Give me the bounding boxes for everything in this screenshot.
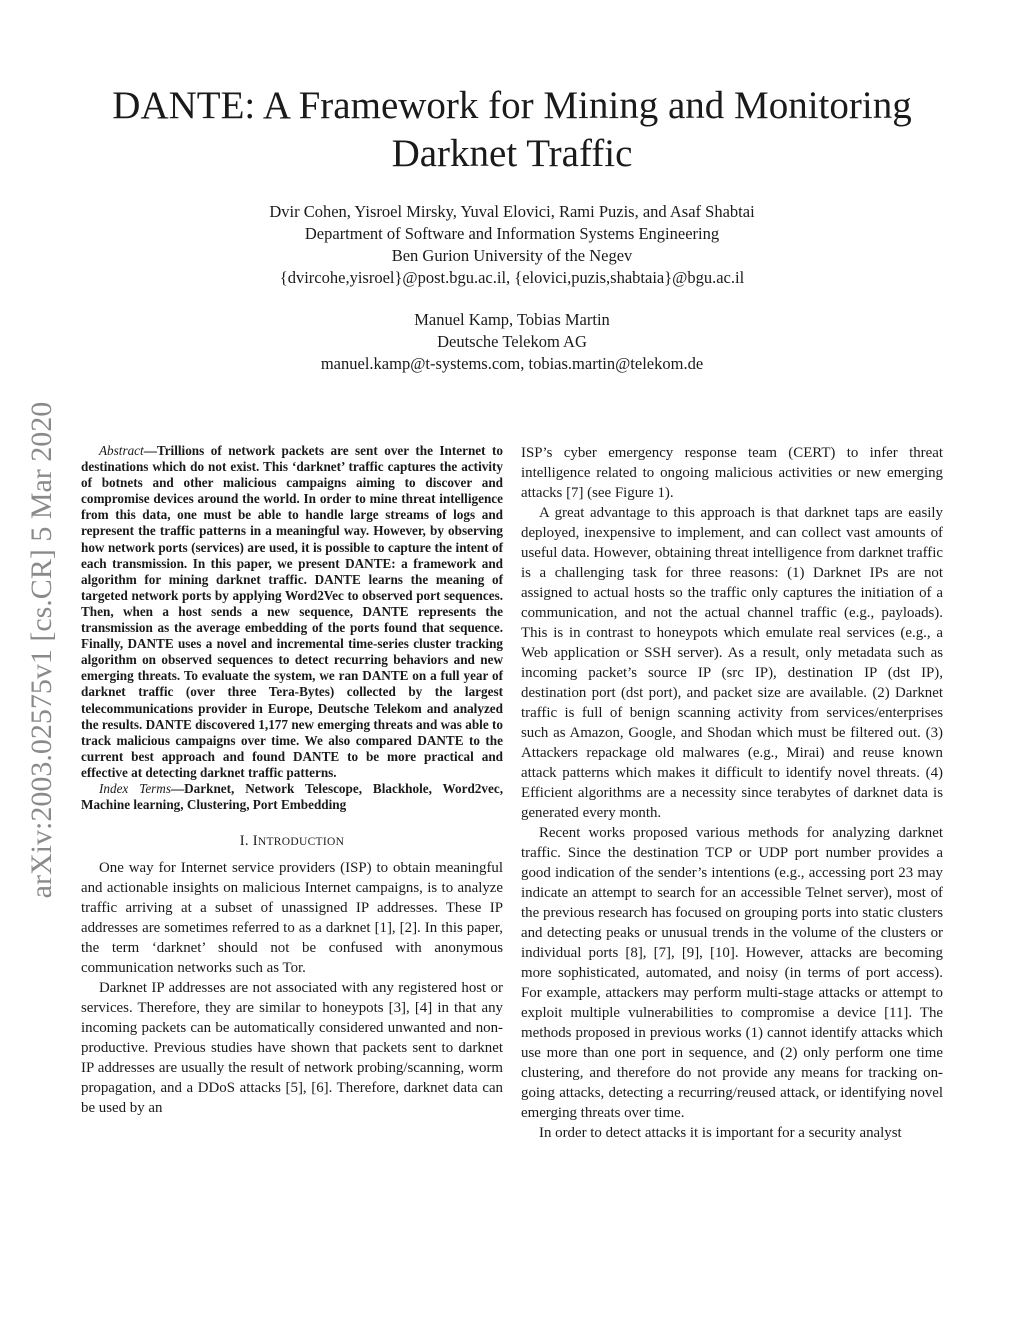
right-column (521, 443, 943, 1143)
index-terms-label: Index Terms (99, 780, 171, 796)
section-title-rest: NTRODUCTION (257, 836, 345, 849)
abstract-text: —Trillions of network packets are sent over the Internet to destinations which do not exist. This ‘darknet’ traffic captures the activity of botnets and other malicious campaigns aiming to discover and compromise devices around the world. In order to mine threat intelligence from this data, one must be able to handle large streams of logs and represent the traffic patterns in a meaningful way. However, by observing how network ports (services) are used, it is possible to capture the intent of each transmission. In this paper, we present DANTE: a framework and algorithm for mining darknet traffic. DANTE learns the meaning of targeted network ports by applying Word2Vec to observed port sequences. Then, when a host sends a new sequence, DANTE represents the transmission as the average embedding of the ports found that sequence. Finally, DANTE uses a novel and incremental time-series cluster tracking algorithm on observed sequences to detect recurring behaviors and new emerging threats. To evaluate the system, we ran DANTE on a full year of darknet traffic (over three Tera-Bytes) collected by the largest telecommunications provider in Europe, Deutsche Telekom and analyzed the results. DANTE discovered 1,177 new emerging threats and was able to track malicious campaigns over time. We also compared DANTE to the current best approach and found DANTE to be more practical and effective at detecting darknet traffic patterns. (81, 443, 503, 780)
intro-paragraph-2: Darknet IP addresses are not associated with any registered host or services. Therefore, they are similar to honeypots [3], [4] in that any incoming packets can be automatically considered unwanted and non-productive. Previous studies have shown that packets sent to darknet IP addresses are usually the result of network probing/scanning, worm propagation, and a DDoS attacks [5], [6]. Therefore, darknet data can be used by an (81, 980, 503, 1117)
author-names: Dvir Cohen, Yisroel Mirsky, Yuval Elovici, Rami Puzis, and Asaf Shabtai (269, 202, 755, 221)
author-company: Deutsche Telekom AG (437, 332, 587, 351)
index-terms (81, 781, 503, 813)
intro-paragraph-5: Recent works proposed various methods for analyzing darknet traffic. Since the destination TCP or UDP port number provides a good indication of the sender’s intentions (e.g., accessing port 23 may indicate an attempt to search for an accessible Telnet server), most of the previous research has focused on grouping ports into static clusters and detecting peaks or unusual trends in the volume of the clusters or individual ports [8], [7], [9], [10]. However, attacks are becoming more sophisticated, automated, and noisy (in terms of port access). For example, attackers may perform multi-stage attacks or attempt to exploit multiple vulnerabilities to compromise a device [11]. The methods proposed in previous works (1) cannot identify attacks which use more than one port in sequence, and (2) only perform one time clustering, and therefore do not provide any means for tracking on-going attacks, detecting a recurring/reused attack, or identifying novel emerging threats over time. (521, 825, 943, 1121)
paper-title-line-1: DANTE: A Framework for Mining and Monitoring (112, 84, 912, 127)
abstract-label: Abstract (99, 443, 144, 458)
abstract (81, 443, 503, 781)
arxiv-stamp: arXiv:2003.02575v1 [cs.CR] 5 Mar 2020 (25, 401, 58, 899)
author-block-telekom (100, 309, 924, 375)
intro-paragraph-6: In order to detect attacks it is important for a security analyst (539, 1125, 902, 1141)
paper-title (60, 82, 964, 178)
author-emails: {dvircohe,yisroel}@post.bgu.ac.il, {elovici,puzis,shabtaia}@bgu.ac.il (279, 268, 745, 287)
intro-paragraph-3: ISP’s cyber emergency response team (CERT) to infer threat intelligence related to ongoing malicious activities or new emerging attacks [7] (see Figure 1). (521, 445, 943, 501)
author-emails-2: manuel.kamp@t-systems.com, tobias.martin@telekom.de (320, 354, 704, 373)
intro-paragraph-4: A great advantage to this approach is that darknet taps are easily deployed, inexpensive to implement, and can collect vast amounts of useful data. However, obtaining threat intelligence from darknet traffic is a challenging task for three reasons: (1) Darknet IPs are not assigned to actual hosts so the traffic only captures the initiation of a communication, and not the actual channel traffic (e.g., payloads). This is in contrast to honeypots which emulate real services (e.g., a Web application or SSH server). As a result, only metadata such as incoming packet’s source IP (src IP), destination IP (dst IP), destination port (dst port), and packet size are available. (2) Darknet traffic is full of benign scanning activity from services/enterprises such as Amazon, Google, and Shodan which must be filtered out. (3) Attackers repackage old malwares (e.g., Mirai) and reuse known attack patterns which makes it difficult to identify novel threats. (4) Efficient algorithms are a necessity since terabytes of darknet data is generated every month. (521, 505, 943, 821)
author-names-2: Manuel Kamp, Tobias Martin (414, 310, 610, 329)
author-block-bgu (100, 201, 924, 289)
section-initial: I (252, 833, 258, 850)
author-department: Department of Software and Information Systems Engineering (304, 224, 720, 243)
index-terms-text: —Darknet, Network Telescope, Blackhole, Word2vec, Machine learning, Clustering, Port Embedding (81, 780, 503, 813)
author-university: Ben Gurion University of the Negev (391, 246, 633, 265)
section-number: I. (239, 833, 253, 850)
paper-title-line-2: Darknet Traffic (391, 132, 633, 175)
left-column (81, 443, 503, 1118)
section-heading-introduction (81, 831, 503, 852)
intro-paragraph-1: One way for Internet service providers (ISP) to obtain meaningful and actionable insights on malicious Internet campaigns, is to analyze traffic arriving at a subset of unassigned IP addresses. These IP addresses are sometimes referred to as a darknet [1], [2]. In this paper, the term ‘darknet’ should not be confused with anonymous communication networks such as Tor. (81, 860, 503, 977)
